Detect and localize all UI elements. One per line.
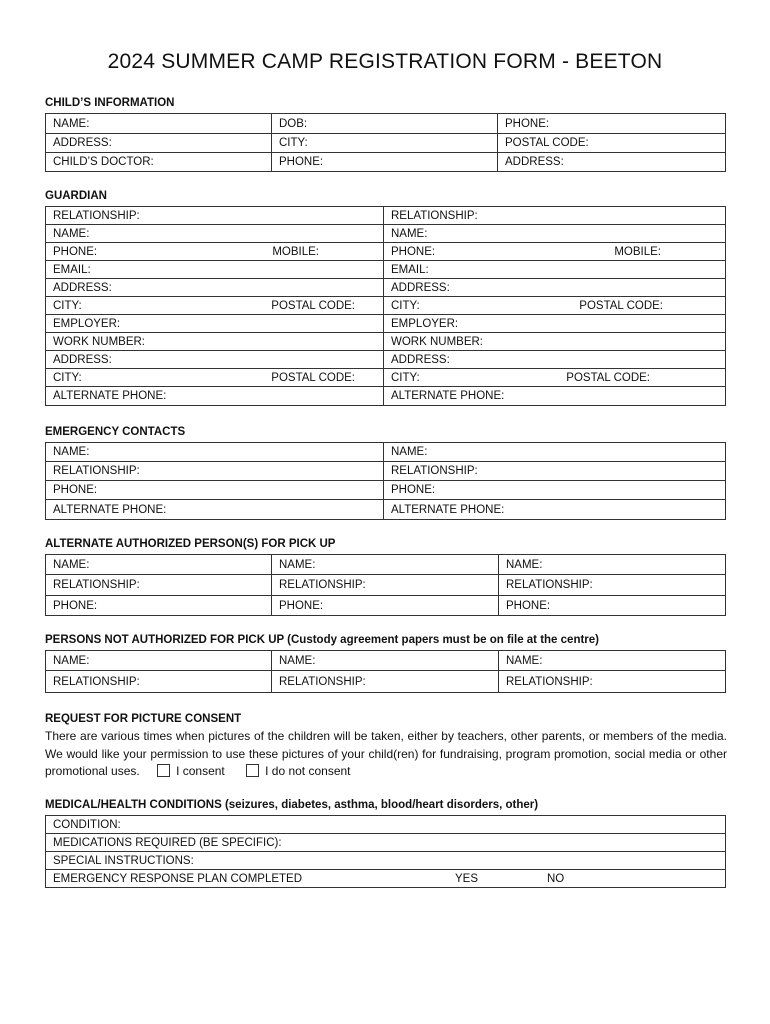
emergency2-alternate-phone-field[interactable]: ALTERNATE PHONE: [384,500,726,520]
child-doctor-field[interactable]: CHILD’S DOCTOR: [46,153,272,172]
emergency1-name-field[interactable]: NAME: [46,443,384,462]
no-consent-checkbox[interactable] [246,764,259,777]
medical-table [45,815,726,888]
guardian1-employer-field[interactable]: EMPLOYER: [46,315,384,333]
guardian1-email-field[interactable]: EMAIL: [46,261,384,279]
not-authorized1-name-field[interactable]: NAME: [46,651,272,671]
medical-heading: MEDICAL/HEALTH CONDITIONS (seizures, diabetes, asthma, blood/heart disorders, other) [45,799,539,811]
guardian1-work-city-field[interactable]: CITY: [53,371,82,384]
no-consent-label: I do not consent [265,764,351,778]
emergency2-relationship-field[interactable]: RELATIONSHIP: [384,462,726,481]
guardian1-postal-code-field[interactable]: POSTAL CODE: [271,299,355,312]
guardian2-phone-row [384,243,726,261]
guardian1-city-field[interactable]: CITY: [53,299,82,312]
guardian2-postal-code-field[interactable]: POSTAL CODE: [579,299,663,312]
pickup2-name-field[interactable]: NAME: [272,555,499,575]
not-authorized2-name-field[interactable]: NAME: [272,651,499,671]
consent-label: I consent [176,764,225,778]
guardian1-work-postal-code-field[interactable]: POSTAL CODE: [271,371,355,384]
not-authorized2-relationship-field[interactable]: RELATIONSHIP: [272,671,499,693]
guardian2-employer-field[interactable]: EMPLOYER: [384,315,726,333]
pickup2-phone-field[interactable]: PHONE: [272,596,499,616]
guardian2-relationship-field[interactable]: RELATIONSHIP: [384,207,726,225]
not-authorized3-name-field[interactable]: NAME: [499,651,726,671]
guardian2-mobile-field[interactable]: MOBILE: [614,245,661,258]
erp-no-option[interactable]: NO [547,872,565,885]
guardian1-relationship-field[interactable]: RELATIONSHIP: [46,207,384,225]
child-info-heading: CHILD’S INFORMATION [45,97,175,109]
guardian1-work-number-field[interactable]: WORK NUMBER: [46,333,384,351]
child-address-field[interactable]: ADDRESS: [46,134,272,153]
special-instructions-field[interactable]: SPECIAL INSTRUCTIONS: [46,852,726,870]
emergency-table [45,442,726,520]
emergency1-phone-field[interactable]: PHONE: [46,481,384,500]
guardian2-work-number-field[interactable]: WORK NUMBER: [384,333,726,351]
emergency1-alternate-phone-field[interactable]: ALTERNATE PHONE: [46,500,384,520]
consent-text: There are various times when pictures of the children will be taken, either by teachers, other parents, or members of the media. We would like your permission to use these pictures of your child(ren) for fundraising, program promotion, social media or other promotional uses. [45,729,727,778]
emergency2-name-field[interactable]: NAME: [384,443,726,462]
guardian1-phone-row [46,243,384,261]
guardian2-work-postal-code-field[interactable]: POSTAL CODE: [566,371,650,384]
guardian2-phone-field[interactable]: PHONE: [391,245,436,258]
medications-field[interactable]: MEDICATIONS REQUIRED (BE SPECIFIC): [46,834,726,852]
guardian2-name-field[interactable]: NAME: [384,225,726,243]
guardian-heading: GUARDIAN [45,190,107,202]
guardian2-address-field[interactable]: ADDRESS: [384,279,726,297]
guardian1-work-city-row [46,369,384,387]
not-authorized1-relationship-field[interactable]: RELATIONSHIP: [46,671,272,693]
child-name-field[interactable]: NAME: [46,114,272,134]
doctor-address-field[interactable]: ADDRESS: [498,153,726,172]
guardian1-mobile-field[interactable]: MOBILE: [272,245,319,258]
pickup3-relationship-field[interactable]: RELATIONSHIP: [499,575,726,596]
page-title: 2024 SUMMER CAMP REGISTRATION FORM - BEETON [107,50,663,73]
guardian2-work-city-row [384,369,726,387]
emergency-response-plan-label: EMERGENCY RESPONSE PLAN COMPLETED [53,872,303,885]
pickup3-name-field[interactable]: NAME: [499,555,726,575]
pickup1-relationship-field[interactable]: RELATIONSHIP: [46,575,272,596]
pickup1-name-field[interactable]: NAME: [46,555,272,575]
child-phone-field[interactable]: PHONE: [498,114,726,134]
condition-field[interactable]: CONDITION: [46,816,726,834]
child-postal-code-field[interactable]: POSTAL CODE: [498,134,726,153]
erp-yes-option[interactable]: YES [455,872,479,885]
guardian1-city-row [46,297,384,315]
pickup3-phone-field[interactable]: PHONE: [499,596,726,616]
doctor-phone-field[interactable]: PHONE: [272,153,498,172]
guardian2-work-city-field[interactable]: CITY: [391,371,420,384]
emergency1-relationship-field[interactable]: RELATIONSHIP: [46,462,384,481]
pickup-heading: ALTERNATE AUTHORIZED PERSON(S) FOR PICK UP [45,538,336,550]
child-info-table [45,113,726,172]
consent-checkbox[interactable] [157,764,170,777]
not-authorized3-relationship-field[interactable]: RELATIONSHIP: [499,671,726,693]
guardian-table [45,206,726,406]
consent-heading: REQUEST FOR PICTURE CONSENT [45,713,242,725]
not-authorized-heading: PERSONS NOT AUTHORIZED FOR PICK UP (Custody agreement papers must be on file at the centre) [45,634,599,646]
child-city-field[interactable]: CITY: [272,134,498,153]
child-dob-field[interactable]: DOB: [272,114,498,134]
not-authorized-table [45,650,726,693]
guardian1-phone-field[interactable]: PHONE: [53,245,98,258]
guardian1-name-field[interactable]: NAME: [46,225,384,243]
consent-paragraph [45,728,727,781]
guardian1-address-field[interactable]: ADDRESS: [46,279,384,297]
guardian1-alternate-phone-field[interactable]: ALTERNATE PHONE: [46,387,384,406]
pickup2-relationship-field[interactable]: RELATIONSHIP: [272,575,499,596]
guardian1-work-address-field[interactable]: ADDRESS: [46,351,384,369]
pickup1-phone-field[interactable]: PHONE: [46,596,272,616]
guardian2-city-row [384,297,726,315]
emergency2-phone-field[interactable]: PHONE: [384,481,726,500]
guardian2-email-field[interactable]: EMAIL: [384,261,726,279]
emergency-response-plan-row [46,870,726,888]
guardian2-work-address-field[interactable]: ADDRESS: [384,351,726,369]
emergency-heading: EMERGENCY CONTACTS [45,426,186,438]
guardian2-alternate-phone-field[interactable]: ALTERNATE PHONE: [384,387,726,406]
guardian2-city-field[interactable]: CITY: [391,299,420,312]
pickup-table [45,554,726,616]
